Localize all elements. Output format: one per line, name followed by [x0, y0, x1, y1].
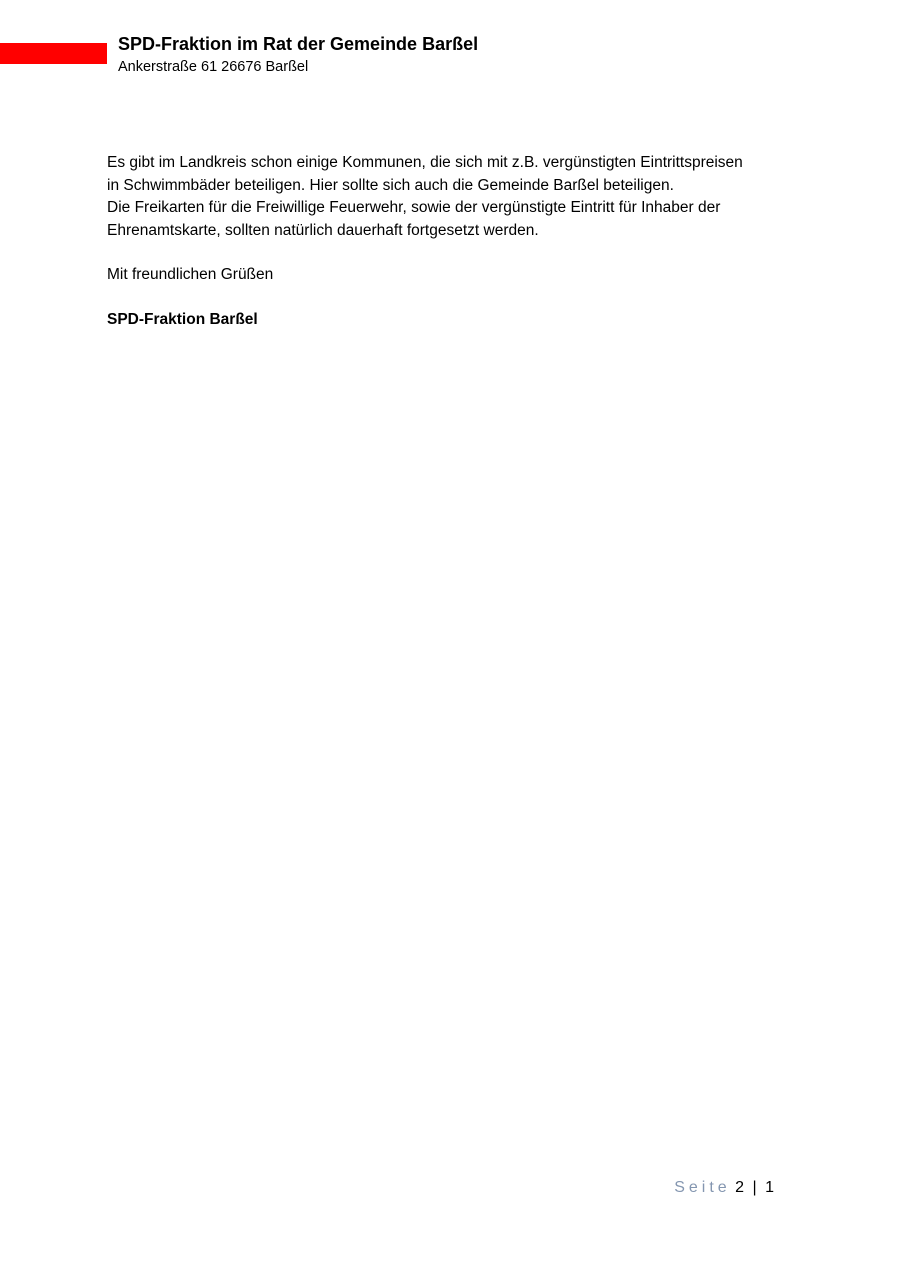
body-line: Ehrenamtskarte, sollten natürlich dauerhaft fortgesetzt werden. [107, 221, 539, 239]
paragraph-gap [107, 287, 797, 309]
footer-page-number: 2 [735, 1179, 745, 1196]
body-line: Es gibt im Landkreis schon einige Kommunen, die sich mit z.B. vergünstigten Eintrittspreisen [107, 154, 743, 171]
signature: SPD-Fraktion Barßel [107, 310, 258, 328]
body-line: in Schwimmbäder beteiligen. Hier sollte sich auch die Gemeinde Barßel beteiligen. [107, 176, 674, 194]
footer-separator: | [752, 1179, 757, 1196]
footer-page-label: Seite [674, 1179, 731, 1196]
organization-name: SPD-Fraktion im Rat der Gemeinde Barßel [118, 34, 479, 54]
letterhead-red-bar [0, 43, 107, 64]
letter-body [107, 152, 797, 331]
paragraph-gap [107, 242, 797, 264]
page-footer [674, 1178, 774, 1198]
closing-salutation: Mit freundlichen Grüßen [107, 266, 274, 283]
body-line: Die Freikarten für die Freiwillige Feuerwehr, sowie der vergünstigte Eintritt für Inhaber der [107, 199, 721, 216]
letterhead [118, 33, 478, 77]
organization-address: Ankerstraße 61 26676 Barßel [118, 59, 309, 75]
footer-page-total: 1 [765, 1179, 774, 1196]
